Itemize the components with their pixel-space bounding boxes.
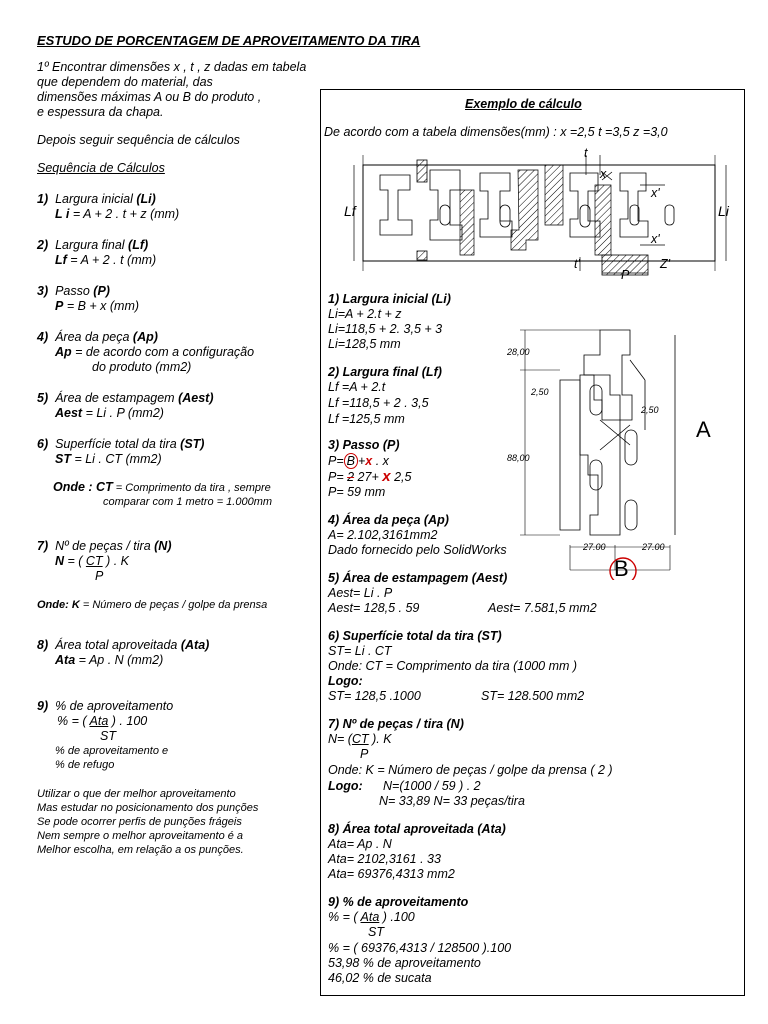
step-8-formula: Ata = Ap . N (mm2) [55, 653, 164, 667]
step-9: 9) % de aproveitamento [37, 699, 174, 713]
calc-line: ST= 128,5 .1000 [328, 689, 421, 703]
strip-label-li: Li [718, 203, 729, 219]
onde-ct-note: Onde : CT = Comprimento da tira , sempre [53, 480, 271, 494]
calc-line: A= 2.102,3161mm2 [328, 528, 438, 542]
step-4-formula-cont: do produto (mm2) [92, 360, 192, 374]
calc-9-heading: 9) % de aproveitamento [328, 895, 469, 909]
dim-27-a: 27.00 [583, 542, 606, 552]
calc-line: ST= 128.500 mm2 [481, 689, 585, 703]
calc-line: Lf =118,5 + 2 . 3,5 [328, 396, 429, 410]
step-3-formula: P = B + x (mm) [55, 299, 140, 313]
part-drawing [500, 320, 740, 580]
calc-logo: Logo: [328, 779, 363, 793]
calc-9-denominator: ST [368, 925, 384, 939]
intro-line: que dependem do material, das [37, 75, 213, 89]
calc-line: N=(1000 / 59 ) . 2 [383, 779, 481, 793]
calc-line: Lf =A + 2.t [328, 380, 386, 394]
step-9-note: % de refugo [55, 759, 115, 771]
calc-line: P= 59 mm [328, 485, 386, 499]
strip-label-x: x [600, 167, 607, 181]
intro-line: 1º Encontrar dimensões x , t , z dadas em tabela [37, 60, 307, 74]
calc-6-heading: 6) Superfície total da tira (ST) [328, 629, 502, 643]
strip-label-lf: Lf [344, 203, 356, 219]
page-title: ESTUDO DE PORCENTAGEM DE APROVEITAMENTO DA TIRA [37, 33, 421, 48]
calc-logo: Logo: [328, 674, 363, 688]
calc-line: Lf =125,5 mm [328, 412, 405, 426]
calc-line: ST= Li . CT [328, 644, 392, 658]
table-line: De acordo com a tabela dimensões(mm) : x =2,5 t =3,5 z =3,0 [324, 125, 668, 139]
step-4-formula: Ap = de acordo com a configuração [55, 345, 255, 359]
calc-line: Aest= Li . P [328, 586, 393, 600]
calc-line: Aest= 128,5 . 59 [328, 601, 420, 615]
calc-7-denominator: P [360, 747, 369, 761]
notes-line: Nem sempre o melhor aproveitamento é a [37, 830, 244, 842]
step-4: 4) Área da peça (Ap) [37, 330, 158, 344]
dim-27-b: 27.00 [642, 542, 665, 552]
calc-7-heading: 7) Nº de peças / tira (N) [328, 717, 464, 731]
calc-line: Ata= 2102,3161 . 33 [328, 852, 441, 866]
step-5-formula: Aest = Li . P (mm2) [55, 406, 164, 420]
step-6-formula: ST = Li . CT (mm2) [55, 452, 162, 466]
strip-label-t: t [584, 146, 588, 160]
dim-a: A [696, 417, 711, 442]
calc-7-formula: N= (CT ). K [328, 732, 392, 746]
step-2: 2) Largura final (Lf) [37, 238, 149, 252]
step-3: 3) Passo (P) [37, 284, 110, 298]
step-5: 5) Área de estampagem (Aest) [37, 391, 214, 405]
step-7: 7) Nº de peças / tira (N) [37, 539, 172, 553]
calc-9-formula: % = ( Ata ) .100 [328, 910, 415, 924]
calc-line: 53,98 % de aproveitamento [328, 956, 481, 970]
calc-3-line-1: P= B +x . x [328, 454, 389, 468]
calc-8-heading: 8) Área total aproveitada (Ata) [328, 822, 506, 836]
dim-28: 28,00 [507, 347, 530, 357]
calc-line: Li=A + 2.t + z [328, 307, 402, 321]
notes-line: Mas estudar no posicionamento dos punções [37, 802, 259, 814]
step-7-denominator: P [95, 569, 104, 583]
strip-label-p: P [621, 268, 630, 282]
example-title: Exemplo de cálculo [465, 97, 582, 111]
calc-line: Li=128,5 mm [328, 337, 401, 351]
step-6: 6) Superfície total da tira (ST) [37, 437, 205, 451]
calc-line: % = ( 69376,4313 / 128500 ).100 [328, 941, 512, 955]
calc-line: Aest= 7.581,5 mm2 [488, 601, 597, 615]
calc-line: Onde: CT = Comprimento da tira (1000 mm ) [328, 659, 578, 673]
onde-k-note: Onde: K = Número de peças / golpe da prensa [37, 599, 268, 611]
calc-line: Ata= Ap . N [328, 837, 392, 851]
notes-line: Se pode ocorrer perfis de punções frágeis [37, 816, 242, 828]
step-7-formula: N = ( CT ) . K [55, 554, 129, 568]
then-line: Depois seguir sequência de cálculos [37, 133, 240, 147]
calc-5-heading: 5) Área de estampagem (Aest) [328, 571, 508, 585]
intro-line: e espessura da chapa. [37, 105, 164, 119]
calc-2-heading: 2) Largura final (Lf) [328, 365, 442, 379]
dim-88: 88,00 [507, 453, 530, 463]
calc-line: Onde: K = Número de peças / golpe da prensa ( 2 ) [328, 763, 613, 777]
step-1: 1) Largura inicial (Li) [37, 192, 156, 206]
notes-line: Melhor escolha, em relação a os punções. [37, 844, 244, 856]
calc-3-heading: 3) Passo (P) [328, 438, 400, 452]
onde-ct-note-cont: comparar com 1 metro = 1.000mm [103, 496, 273, 508]
calc-line: 46,02 % de sucata [328, 971, 432, 985]
calc-line: Li=118,5 + 2. 3,5 + 3 [328, 322, 443, 336]
strip-label-t-bottom: t' [574, 257, 580, 271]
step-9-note: % de aproveitamento e [55, 745, 169, 757]
calc-1-heading: 1) Largura inicial (Li) [328, 292, 451, 306]
strip-label-x2: x' [651, 232, 660, 246]
step-8: 8) Área total aproveitada (Ata) [37, 638, 210, 652]
calc-3-line-2: P= 2 27+ x 2,5 [328, 468, 412, 485]
intro-line: dimensões máximas A ou B do produto , [37, 90, 262, 104]
step-1-formula: L i = A + 2 . t + z (mm) [55, 207, 180, 221]
dim-2-50-b: 2,50 [641, 405, 659, 415]
step-2-formula: Lf = A + 2 . t (mm) [55, 253, 157, 267]
step-9-formula: % = ( Ata ) . 100 [57, 714, 148, 728]
step-9-denominator: ST [100, 729, 116, 743]
dim-b: B [614, 556, 629, 581]
calc-line: N= 33,89 N= 33 peças/tira [379, 794, 525, 808]
dim-2-50-a: 2,50 [531, 387, 549, 397]
sequence-heading: Sequência de Cálculos [37, 161, 165, 175]
strip-label-x1: x' [651, 186, 660, 200]
strip-drawing [340, 145, 740, 285]
notes-line: Utilizar o que der melhor aproveitamento [37, 788, 236, 800]
calc-line: Ata= 69376,4313 mm2 [328, 867, 455, 881]
strip-label-z: Z' [660, 257, 671, 271]
calc-line: Dado fornecido pelo SolidWorks [328, 543, 507, 557]
calc-4-heading: 4) Área da peça (Ap) [328, 513, 449, 527]
